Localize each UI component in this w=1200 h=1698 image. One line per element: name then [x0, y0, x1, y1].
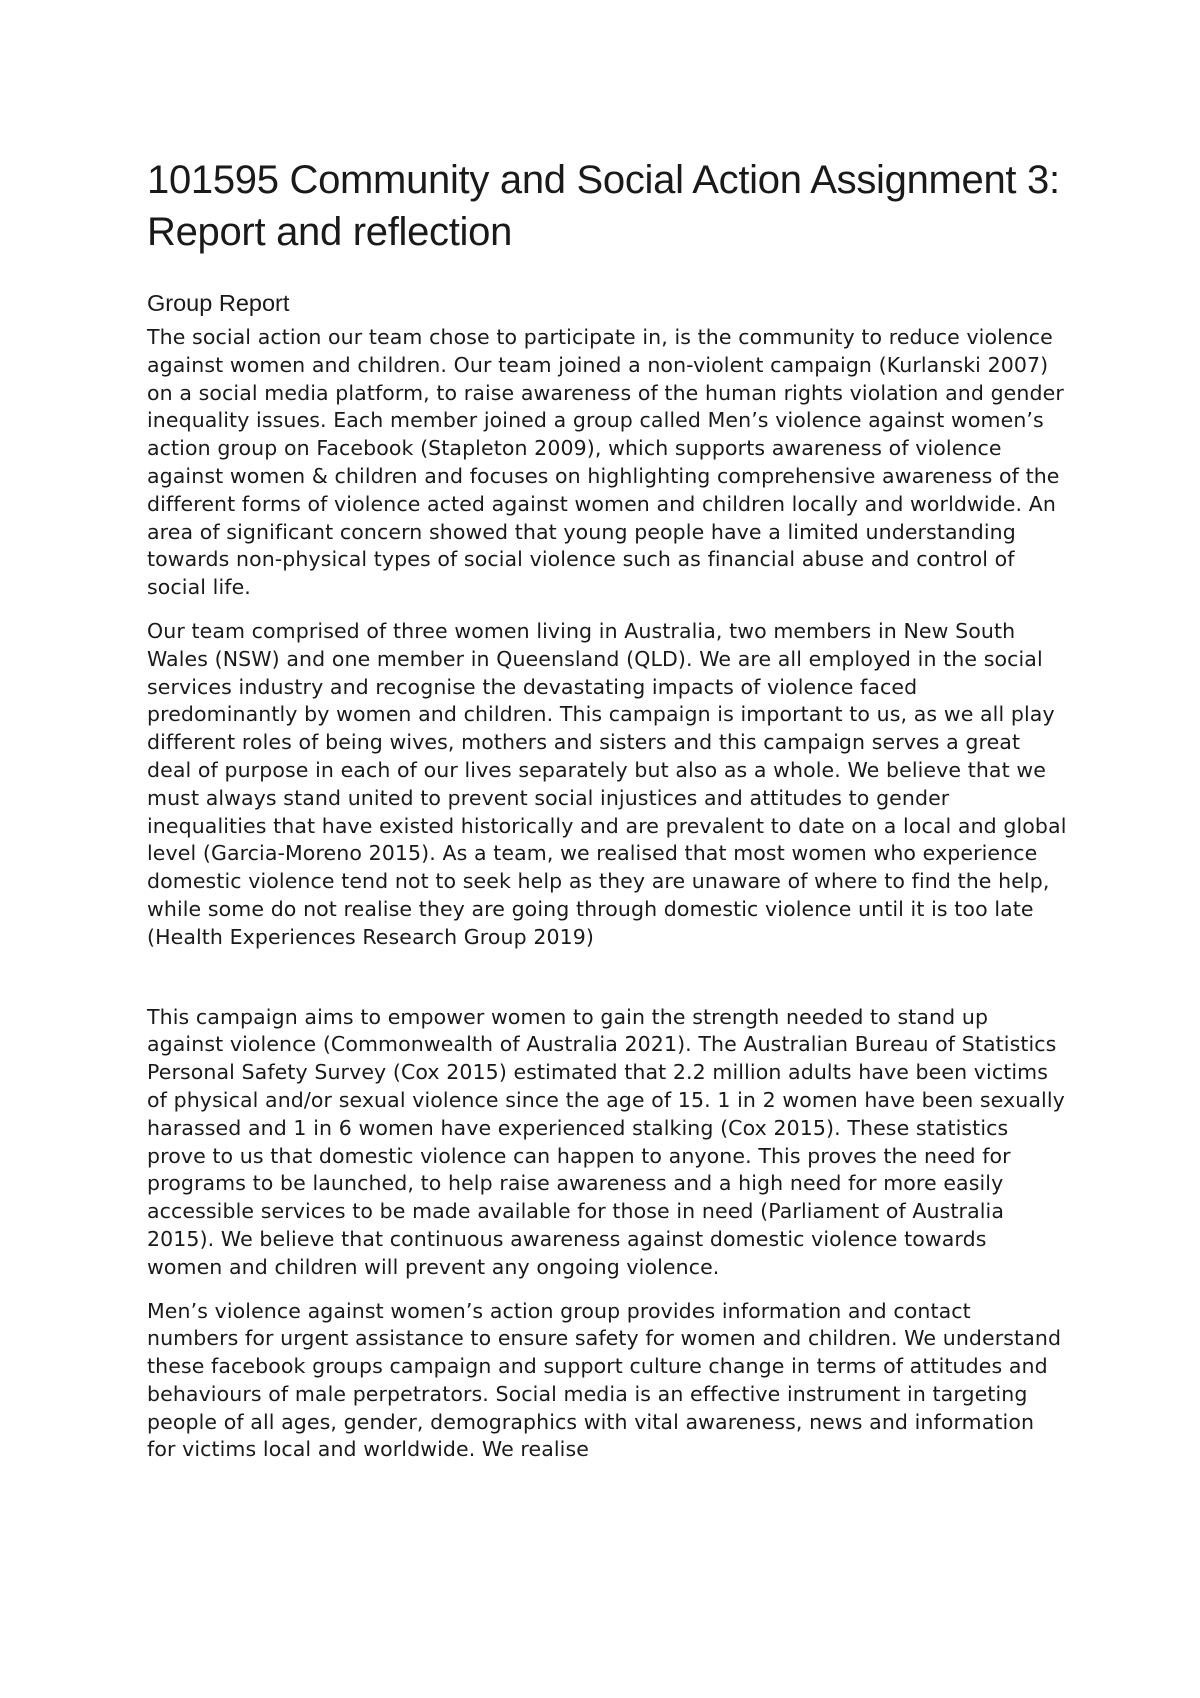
- paragraph-1: The social action our team chose to participate in, is the community to reduce violence against women and children. Our team joined a non-violent campaign (Kurlanski 2007) on a social media platform, to raise awareness of the human rights violation and gender inequality issues. Each member joined a group called Men’s violence against women’s action group on Facebook (Stapleton 2009), which supports awareness of violence against women & children and focuses on highlighting comprehensive awareness of the different forms of violence acted against women and children locally and worldwide. An area of significant concern showed that young people have a limited understanding towards non-physical types of social violence such as financial abuse and control of social life.: [147, 325, 1064, 600]
- document-page: [147, 154, 1067, 1480]
- paragraph-4: Men’s violence against women’s action group provides information and contact numbers for urgent assistance to ensure safety for women and children. We understand these facebook groups campaign and support culture change in terms of attitudes and behaviours of male perpetrators. Social media is an effective instrument in targeting people of all ages, gender, demographics with vital awareness, news and information for victims local and worldwide. We realise: [147, 1298, 1062, 1462]
- document-title: 101595 Community and Social Action Assignment 3: Report and reflection: [147, 158, 1060, 254]
- section-heading-group-report: Group Report: [147, 290, 290, 316]
- paragraph-3: This campaign aims to empower women to gain the strength needed to stand up against violence (Commonwealth of Australia 2021). The Australian Bureau of Statistics Personal Safety Survey (Cox 2015) estimated that 2.2 million adults have been victims of physical and/or sexual violence since the age of 15. 1 in 2 women have been sexually harassed and 1 in 6 women have experienced stalking (Cox 2015). These statistics prove to us that domestic violence can happen to anyone. This proves the need for programs to be launched, to help raise awareness and a high need for more easily accessible services to be made available for those in need (Parliament of Australia 2015). We believe that continuous awareness against domestic violence towards women and children will prevent any ongoing violence.: [147, 1004, 1065, 1279]
- paragraph-2: Our team comprised of three women living in Australia, two members in New South Wales (NSW) and one member in Queensland (QLD). We are all employed in the social services industry and recognise the devastating impacts of violence faced predominantly by women and children. This campaign is important to us, as we all play different roles of being wives, mothers and sisters and this campaign serves a great deal of purpose in each of our lives separately but also as a whole. We believe that we must always stand united to prevent social injustices and attitudes to gender inequalities that have existed historically and are prevalent to date on a local and global level (Garcia-Moreno 2015). As a team, we realised that most women who experience domestic violence tend not to seek help as they are unaware of where to find the help, while some do not realise they are going through domestic violence until it is too late (Health Experiences Research Group 2019): [147, 618, 1067, 949]
